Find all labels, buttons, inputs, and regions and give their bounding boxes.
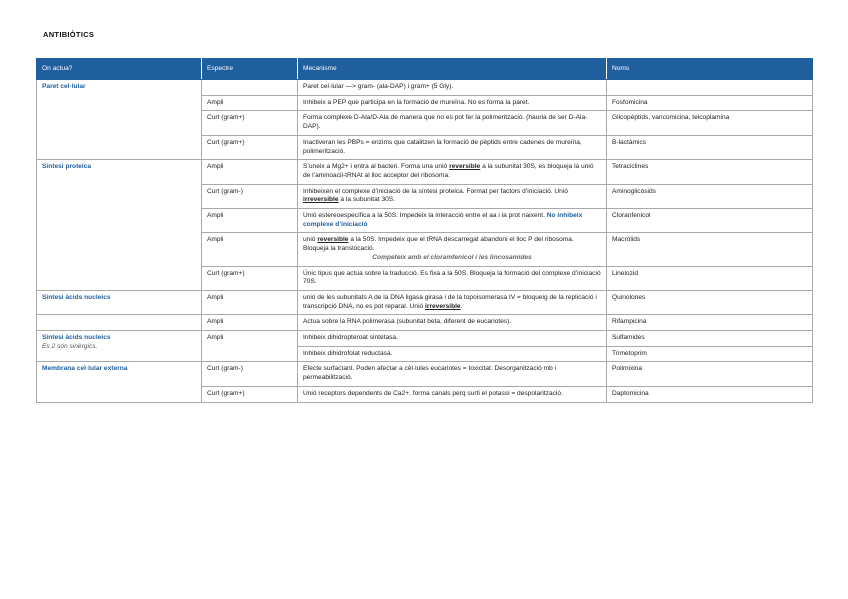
names-cell: Fosfomicina [607, 95, 813, 111]
mechanism-cell [298, 209, 607, 233]
mechanism-cell: Actua sobre la RNA polimerasa (subunitat beta, diferent de eucariotes). [298, 315, 607, 331]
header-row [37, 59, 813, 80]
spectrum-cell: Curt (gram-) [202, 184, 298, 208]
names-cell: Quinolones [607, 290, 813, 314]
category-cell [37, 315, 202, 331]
category-cell [37, 331, 202, 362]
mechanism-text: unió de les subunitats A de la DNA ligasa girasa i de la topoisomerasa IV = bloqueig de la replicació i transcripció DNA, no es pot reparar. Unió [303, 293, 597, 310]
table-row [37, 331, 813, 347]
spectrum-cell: Curt (gram-) [202, 362, 298, 386]
mechanism-note: Competeix amb el cloramfenicol i les lincosamides [372, 253, 532, 261]
mechanism-highlight: No inhibeix complexe d’iniciació [303, 212, 583, 228]
header-cell-names: Noms [607, 59, 813, 80]
mechanism-emphasis: irreversible [303, 196, 339, 204]
mechanism-emphasis: reversible [317, 236, 349, 244]
mechanism-cell [298, 184, 607, 208]
names-cell: Glicopèptids, vancomicina, teicoplamina [607, 111, 813, 135]
names-cell: Trimetoprim [607, 346, 813, 362]
mechanism-text: . [460, 302, 463, 310]
mechanism-emphasis: reversible [449, 163, 481, 171]
spectrum-cell: Ampli [202, 160, 298, 184]
names-cell: Cloranfenicol [607, 209, 813, 233]
spectrum-cell: Curt (gram+) [202, 135, 298, 159]
mechanism-cell: Efecte surfactant. Poden afectar a cèl·lules eucariotes = toxicitat. Desorganització mb i permeabilització. [298, 362, 607, 386]
table-row [37, 290, 813, 314]
mechanism-cell: Inhibeix a PEP que participa en la formació de mureïna. No es forma la paret. [298, 95, 607, 111]
header-cell-spectrum: Espectre [202, 59, 298, 80]
category-label: Síntesi àcids nucleics [42, 334, 111, 342]
category-cell: Membrana cel·lular externa [37, 362, 202, 402]
mechanism-text: Inhibeixen el complexe d’iniciació de la síntesi proteica. Format per factors d’iniciació. Unió [303, 187, 568, 195]
names-cell: B-lactàmics [607, 135, 813, 159]
mechanism-text: a la subunitat 30S. [338, 196, 396, 204]
category-cell: Síntesi proteica [37, 160, 202, 291]
names-cell: Polimixina [607, 362, 813, 386]
mechanism-cell: Paret cel·lular —> gram- (ala-DAP) i gram+ (5 Gly). [298, 80, 607, 96]
spectrum-cell: Curt (gram+) [202, 386, 298, 402]
spectrum-cell: Ampli [202, 315, 298, 331]
mechanism-cell: Inactiveran les PBPs = enzims que catalitzen la formació de pèptids entre cadenes de mureïna, polimerització. [298, 135, 607, 159]
names-cell [607, 80, 813, 96]
names-cell: Rifampicina [607, 315, 813, 331]
spectrum-cell: Curt (gram+) [202, 111, 298, 135]
names-cell: Linelozid [607, 266, 813, 290]
spectrum-cell: Curt (gram+) [202, 266, 298, 290]
mechanism-text: unió [303, 236, 318, 244]
mechanism-text: a la 50S. Impedeix que el tRNA descarregat abandoni el lloc P del ribosoma. Bloqueja la translocació. [303, 236, 574, 253]
mechanism-text: a la subunitat 30S, es bloqueja la unió de l’aminoacil-tRNAt al lloc acceptor del ribosoma. [303, 163, 594, 179]
spectrum-cell: Ampli [202, 233, 298, 266]
document-title: ANTIBIÒTICS [43, 30, 95, 39]
mechanism-cell [298, 160, 607, 184]
mechanism-cell: Forma complexe D-Ala/D-Ala de manera que no es pot fer la polimerització. (hauria de ser D-Ala-DAP). [298, 111, 607, 135]
names-cell: Macròlids [607, 233, 813, 266]
names-cell: Sulfamides [607, 331, 813, 347]
mechanism-cell: Unió receptors dependents de Ca2+. forma canals perq surti el potassi = despolarització. [298, 386, 607, 402]
spectrum-cell: Ampli [202, 290, 298, 314]
spectrum-cell: Ampli [202, 209, 298, 233]
antibiotics-table [36, 58, 813, 403]
mechanism-cell [298, 233, 607, 266]
mechanism-cell [298, 290, 607, 314]
mechanism-cell: Inhibeix dihidrofolat reductasa. [298, 346, 607, 362]
mechanism-text: S’uneix a Mg2+ i entra al bacteri. Forma una unió [303, 163, 450, 171]
mechanism-cell: Inhibeix dihidropteroat sintetasa. [298, 331, 607, 347]
spectrum-cell: Ampli [202, 331, 298, 362]
category-cell: Paret cel·lular [37, 80, 202, 160]
table-row [37, 160, 813, 184]
names-cell: Tetraciclines [607, 160, 813, 184]
header-cell-mechanism: Mecanisme [298, 59, 607, 80]
spectrum-cell: Ampli [202, 95, 298, 111]
table-row [37, 80, 813, 96]
mechanism-emphasis: irreversible [425, 302, 461, 310]
names-cell: Aminoglicòsids [607, 184, 813, 208]
mechanism-cell: Únic tipus que actua sobre la traducció. Es fixa a la 50S. Bloqueja la formació del complexe d’iniciació 70S. [298, 266, 607, 290]
category-subnote: Es 2 són sinèrgics. [42, 342, 98, 350]
names-cell: Daptomicina [607, 386, 813, 402]
mechanism-text: Unió estereoespecífica a la 50S. Impedeix la interacció entre el aa i la prot naixent. [303, 212, 547, 220]
header-cell-target: On actua? [37, 59, 202, 80]
spectrum-cell [202, 80, 298, 96]
table-row [37, 315, 813, 331]
category-cell: Síntesi àcids nucleics [37, 290, 202, 314]
table-row [37, 362, 813, 386]
